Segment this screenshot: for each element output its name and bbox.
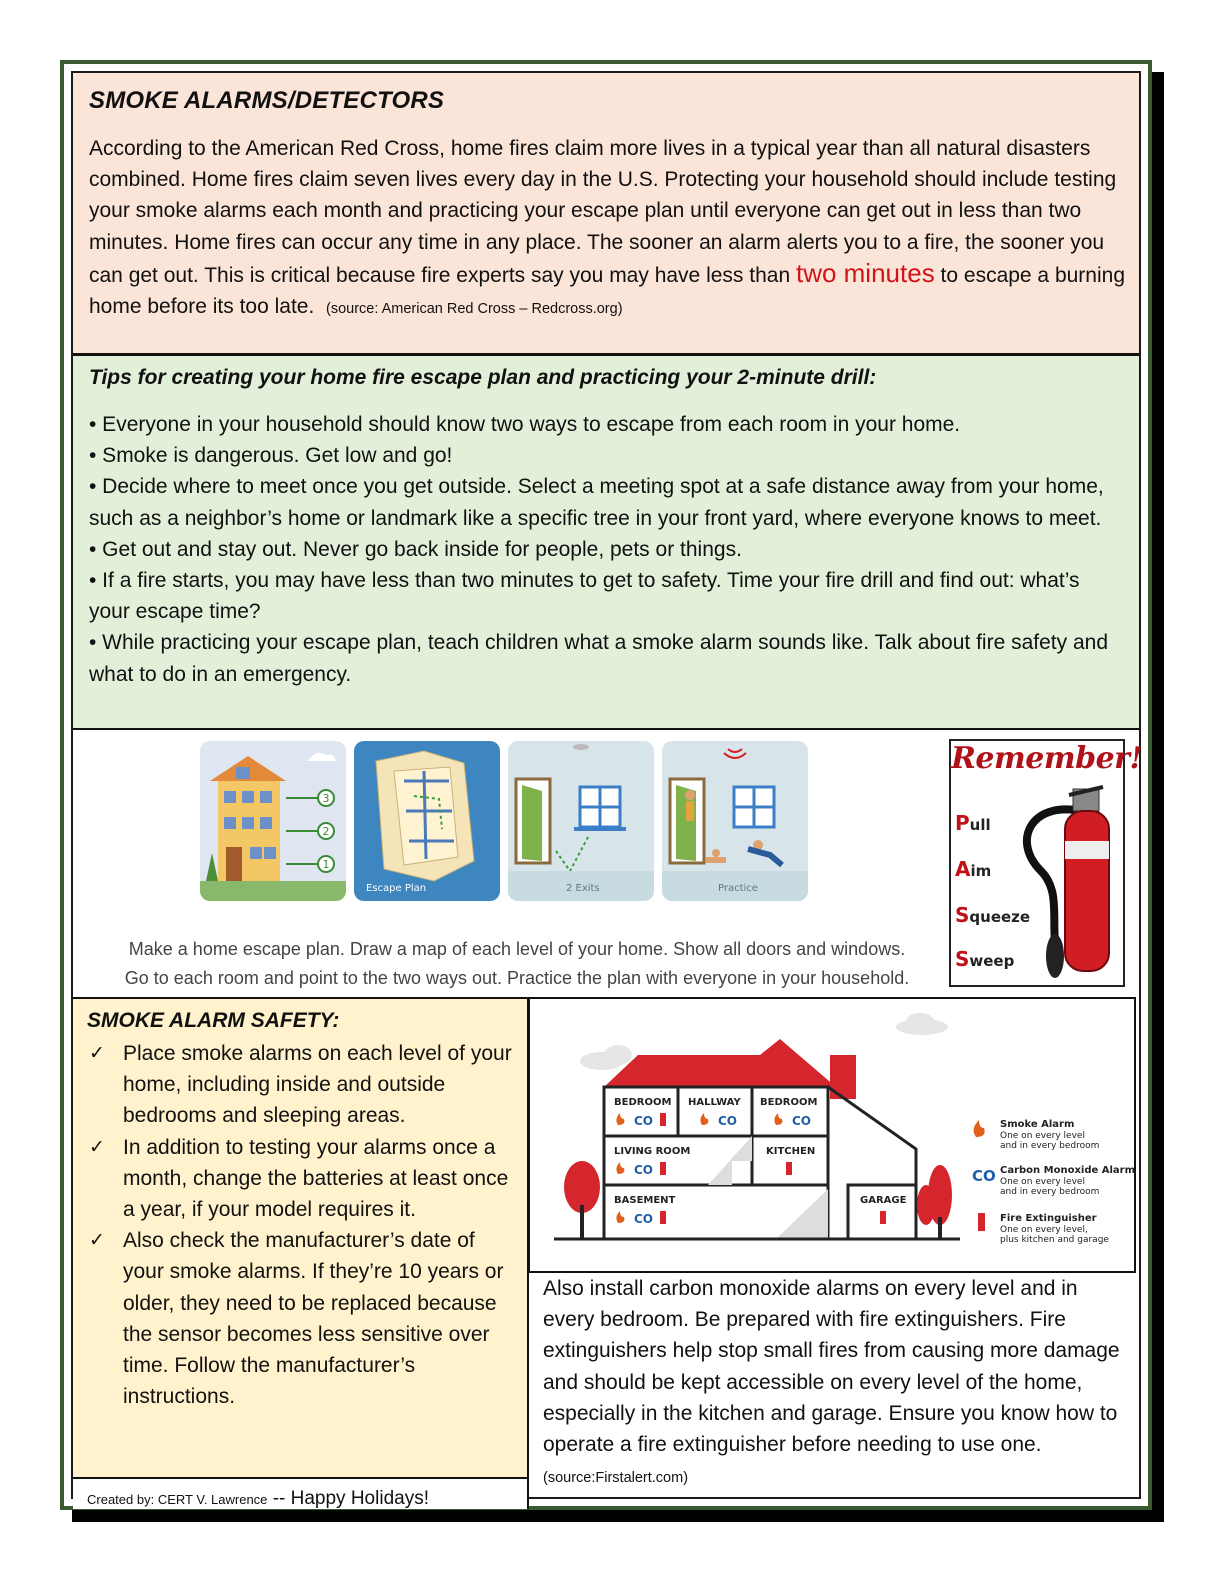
room-kitchen: KITCHEN <box>766 1146 816 1157</box>
legend-co-alarm-title: Carbon Monoxide Alarm <box>1000 1165 1136 1176</box>
safety-checklist <box>87 1038 517 1412</box>
house-cross-section-illustration <box>530 999 1137 1267</box>
pass-aim: Aim <box>955 857 992 881</box>
page-inner-border <box>71 71 1143 1509</box>
legend-co-alarm-line2: and in every bedroom <box>1000 1187 1100 1197</box>
escape-plan-label: Escape Plan <box>366 883 427 894</box>
co-label: CO <box>634 1212 654 1226</box>
co-extinguisher-paragraph <box>543 1273 1129 1494</box>
marker-3: 3 <box>322 792 330 805</box>
room-hallway: HALLWAY <box>688 1097 741 1108</box>
tip-item: • Smoke is dangerous. Get low and go! <box>89 444 453 468</box>
footer-credit <box>73 1477 529 1509</box>
safety-item: ✓ Also check the manufacturer’s date of your smoke alarms. If they’re 10 years or older, they need to be replaced because the sensor becomes less sensitive over time. Follow the manufacturer’s instructions. <box>87 1225 517 1412</box>
legend-co-icon: CO <box>972 1167 996 1185</box>
checkmark-icon: ✓ <box>89 1229 105 1252</box>
co-label: CO <box>718 1114 738 1128</box>
holiday-greeting: -- Happy Holidays! <box>267 1488 429 1509</box>
alarm-placement-diagram <box>528 997 1136 1273</box>
escape-plan-graphic-section <box>73 730 1143 997</box>
marker-1: 1 <box>322 858 330 871</box>
checkmark-icon: ✓ <box>89 1042 105 1064</box>
pass-squeeze: Squeeze <box>955 903 1031 927</box>
legend-smoke-alarm-line1: One on every level <box>1000 1131 1085 1141</box>
room-living-room: LIVING ROOM <box>614 1146 691 1157</box>
caption-line-2: Go to each room and point to the two ways out. Practice the plan with everyone in your household. <box>124 968 910 988</box>
tips-heading: Tips for creating your home fire escape plan and practicing your 2-minute drill: <box>89 366 877 389</box>
tip-item: • Get out and stay out. Never go back inside for people, pets or things. <box>89 537 742 561</box>
pass-sweep: Sweep <box>955 947 1015 971</box>
marker-2: 2 <box>322 825 330 838</box>
tip-item: • While practicing your escape plan, teach children what a smoke alarm sounds like. Talk about fire safety and what to do in an emergency. <box>89 631 1108 686</box>
safety-item: ✓ In addition to testing your alarms once a month, change the batteries at least once a year, if your model requires it. <box>87 1132 517 1226</box>
safety-heading: SMOKE ALARM SAFETY: <box>87 1009 340 1032</box>
two-minutes-highlight: two minutes <box>795 257 935 288</box>
smoke-alarm-safety-section <box>73 997 529 1477</box>
firstalert-source: (source:Firstalert.com) <box>543 1470 689 1487</box>
safety-item: ✓ Place smoke alarms on each level of your home, including inside and outside bedrooms and sleeping areas. <box>87 1038 517 1132</box>
escape-plan-caption <box>87 935 947 993</box>
tip-item: • If a fire starts, you may have less than two minutes to get to safety. Time your fire drill and find out: what’s your escape time? <box>89 569 1080 624</box>
page-frame <box>60 60 1152 1510</box>
two-exits-illustration <box>508 741 654 901</box>
checkmark-icon: ✓ <box>89 1135 105 1158</box>
co-label: CO <box>634 1114 654 1128</box>
two-exits-label: 2 Exits <box>566 883 600 894</box>
created-by: Created by: CERT V. Lawrence -- Happy Holidays! <box>87 1488 429 1509</box>
caption-line-1: Make a home escape plan. Draw a map of each level of your home. Show all doors and windows. <box>128 939 906 959</box>
room-garage: GARAGE <box>860 1195 907 1206</box>
practice-illustration <box>662 741 808 901</box>
escape-plan-panel <box>354 741 500 901</box>
room-bedroom-1: BEDROOM <box>614 1097 672 1108</box>
source-citation: (source: American Red Cross – Redcross.org) <box>325 301 623 318</box>
remember-title: Remember! <box>951 741 1143 776</box>
tips-list <box>89 409 1125 690</box>
room-basement: BASEMENT <box>614 1195 676 1206</box>
practice-panel <box>662 741 808 901</box>
intro-text: According to the American Red Cross, home fires claim more lives in a typical year than all natural disasters combined. Home fires claim seven lives every day in the U.S. Protecting your household should include testing your smoke alarms each month and practicing your escape plan until everyone can get out in less than two minutes. Home fires can occur any time in any place. The sooner an alarm alerts you to a fire, the sooner you can get out. This is critical because fire experts say you may have less than <box>89 137 1117 287</box>
legend-smoke-alarm-title: Smoke Alarm <box>1000 1119 1075 1130</box>
intro-paragraph <box>89 133 1125 325</box>
legend-extinguisher-title: Fire Extinguisher <box>1000 1213 1097 1224</box>
house-levels-panel <box>200 741 346 901</box>
two-exits-panel <box>508 741 654 901</box>
house-illustration <box>200 741 346 901</box>
co-label: CO <box>634 1163 654 1177</box>
pass-remember-box <box>949 739 1143 987</box>
smoke-alarms-intro-section <box>73 73 1139 356</box>
fire-extinguisher-icon <box>1011 781 1121 981</box>
legend-extinguisher-line1: One on every level, <box>1000 1225 1088 1235</box>
room-bedroom-2: BEDROOM <box>760 1097 818 1108</box>
practice-label: Practice <box>718 883 758 894</box>
escape-map-illustration <box>354 741 500 901</box>
co-paragraph-text: Also install carbon monoxide alarms on every level and in every bedroom. Be prepared with fire extinguishers. Fire extinguishers help stop small fires from causing more damage and should be kept accessible on every level of the home, especially in the kitchen and garage. Ensure you know how to operate a fire extinguisher before needing to use one. <box>543 1277 1120 1457</box>
co-label: CO <box>792 1114 812 1128</box>
tip-item: • Everyone in your household should know two ways to escape from each room in your home. <box>89 413 961 436</box>
section-title: SMOKE ALARMS/DETECTORS <box>89 87 445 114</box>
legend-co-alarm-line1: One on every level <box>1000 1177 1085 1187</box>
intro-text-end: to escape a burning home before its too late. <box>89 263 1126 319</box>
pass-pull: Pull <box>955 811 991 835</box>
tip-item: • Decide where to meet once you get outside. Select a meeting spot at a safe distance away from your home, such as a neighbor’s home or landmark like a specific tree in your front yard, where everyone knows to meet. <box>89 475 1104 530</box>
legend-smoke-alarm-line2: and in every bedroom <box>1000 1141 1100 1151</box>
legend-extinguisher-line2: plus kitchen and garage <box>1000 1235 1109 1245</box>
escape-tips-section <box>73 356 1139 730</box>
